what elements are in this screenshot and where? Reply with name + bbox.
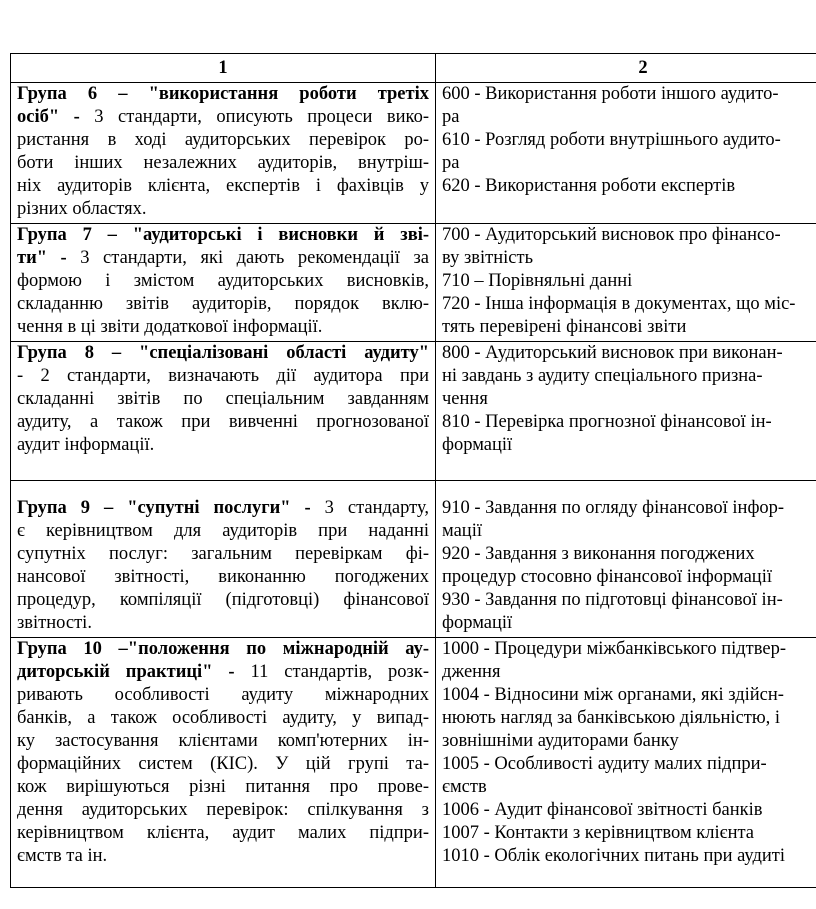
description-line bbox=[17, 365, 429, 388]
standard-line: дження bbox=[442, 662, 501, 682]
standard-line: 720 - Інша інформація в документах, що міс- bbox=[442, 294, 796, 314]
standard-line: мації bbox=[442, 521, 482, 541]
description-line bbox=[17, 106, 429, 129]
standard-line: 1004 - Відносини між органами, які здійсн- bbox=[442, 685, 784, 705]
description-line bbox=[17, 316, 429, 339]
description-text: - 2 стандарти, визначають дії аудитора при bbox=[17, 366, 429, 386]
description-text: звітності. bbox=[17, 613, 92, 633]
group-description-cell bbox=[11, 224, 436, 342]
description-line bbox=[17, 388, 429, 411]
standards-table-container bbox=[10, 53, 816, 888]
description-line bbox=[17, 730, 429, 753]
description-text: ривають особливості аудиту міжнародних bbox=[17, 685, 429, 705]
group-description-cell bbox=[11, 342, 436, 481]
description-text: складанню звітів аудиторів, порядок вклю- bbox=[17, 294, 429, 314]
description-text: формаційних систем (КІС). У цій групі та- bbox=[17, 754, 429, 774]
description-text: нансової звітності, виконанню погоджених bbox=[17, 567, 429, 587]
group-title-text: диторській практиці" - bbox=[17, 662, 235, 682]
standards-table bbox=[10, 53, 816, 888]
standard-line: 1005 - Особливості аудиту малих підпри- bbox=[442, 754, 767, 774]
description-line bbox=[17, 497, 429, 520]
description-line bbox=[17, 566, 429, 589]
description-text: керівництвом клієнта, аудит малих підпри- bbox=[17, 823, 429, 843]
description-line bbox=[17, 83, 429, 106]
description-line bbox=[17, 638, 429, 661]
description-line bbox=[17, 129, 429, 152]
description-line bbox=[17, 411, 429, 434]
description-text: є керівництвом для аудиторів при наданні bbox=[17, 521, 429, 541]
description-text: супутніх послуг: загальним перевіркам фі- bbox=[17, 544, 429, 564]
standard-line: 700 - Аудиторський висновок про фінансо- bbox=[442, 225, 781, 245]
description-line bbox=[17, 434, 429, 457]
description-line bbox=[17, 753, 429, 776]
description-text: ристання в ході аудиторських перевірок ро- bbox=[17, 130, 429, 150]
description-text: аудит інформації. bbox=[17, 435, 155, 455]
description-line bbox=[17, 270, 429, 293]
description-text: аудиту, а також при вивченні прогнозованої bbox=[17, 412, 429, 432]
standard-line: 600 - Використання роботи іншого аудито- bbox=[442, 84, 779, 104]
cell-spacer bbox=[17, 481, 429, 497]
description-line bbox=[17, 198, 429, 221]
description-line bbox=[17, 845, 429, 868]
description-text: дення аудиторських перевірок: спілкування з bbox=[17, 800, 429, 820]
standard-line: 910 - Завдання по огляду фінансової інфор- bbox=[442, 498, 785, 518]
standard-line: нюють нагляд за банківською діяльністю, і bbox=[442, 708, 781, 728]
description-line bbox=[17, 342, 429, 365]
description-text: різних областях. bbox=[17, 199, 147, 219]
header-row bbox=[11, 54, 816, 83]
description-line bbox=[17, 175, 429, 198]
description-text: складанні звітів по спеціальним завданням bbox=[17, 389, 429, 409]
standards-list-cell bbox=[436, 224, 816, 342]
description-text: ємств та ін. bbox=[17, 846, 108, 866]
description-line bbox=[17, 293, 429, 316]
standards-list-cell bbox=[436, 83, 816, 224]
standard-line: ємств bbox=[442, 777, 487, 797]
description-line bbox=[17, 799, 429, 822]
description-line bbox=[17, 822, 429, 845]
standard-line: 930 - Завдання по підготовці фінансової ін- bbox=[442, 590, 783, 610]
standard-line: ра bbox=[442, 153, 460, 173]
standard-line: 610 - Розгляд роботи внутрішнього аудито- bbox=[442, 130, 781, 150]
group-title-text: Група 6 – "використання роботи третіх bbox=[17, 84, 429, 104]
standard-line: ні завдань з аудиту спеціального призна- bbox=[442, 366, 763, 386]
standard-line: тять перевірені фінансові звіти bbox=[442, 317, 687, 337]
description-line bbox=[17, 776, 429, 799]
group-title-text: ти" - bbox=[17, 248, 67, 268]
description-text: банків, а також особливості аудиту, у випад- bbox=[17, 708, 429, 728]
group-title-text: осіб" - bbox=[17, 107, 80, 127]
group-description-cell bbox=[11, 481, 436, 638]
description-line bbox=[17, 152, 429, 175]
standard-line: 800 - Аудиторський висновок при виконан- bbox=[442, 343, 783, 363]
standard-line: формації bbox=[442, 613, 513, 633]
standards-list-cell bbox=[436, 481, 816, 638]
standard-line: 810 - Перевірка прогнозної фінансової ін- bbox=[442, 412, 772, 432]
description-line bbox=[17, 661, 429, 684]
standards-list-cell bbox=[436, 638, 816, 888]
standard-line: 710 – Порівняльні данні bbox=[442, 271, 633, 291]
standard-line: ву звітність bbox=[442, 248, 534, 268]
description-text: процедур, компіляції (підготовці) фінансової bbox=[17, 590, 429, 610]
description-line bbox=[17, 707, 429, 730]
standard-line: 1006 - Аудит фінансової звітності банків bbox=[442, 800, 763, 820]
standard-line: 1000 - Процедури міжбанківського підтвер- bbox=[442, 639, 786, 659]
standard-line: формації bbox=[442, 435, 513, 455]
table-body bbox=[11, 83, 816, 888]
group-title-text: Група 9 – "супутні послуги" - bbox=[17, 498, 311, 518]
description-line bbox=[17, 612, 429, 635]
table-row bbox=[11, 224, 816, 342]
description-text: формою і змістом аудиторських висновків, bbox=[17, 271, 429, 291]
standard-line: зовнішніми аудиторами банку bbox=[442, 731, 679, 751]
group-title-text: Група 7 – "аудиторські і висновки й зві- bbox=[17, 225, 429, 245]
standard-line: чення bbox=[442, 389, 488, 409]
table-row bbox=[11, 481, 816, 638]
standard-line: 1007 - Контакти з керівництвом клієнта bbox=[442, 823, 754, 843]
description-text: чення в ці звіти додаткової інформації. bbox=[17, 317, 323, 337]
description-text: ніх аудиторів клієнта, експертів і фахівців у bbox=[17, 176, 429, 196]
description-line bbox=[17, 520, 429, 543]
description-line bbox=[17, 247, 429, 270]
description-line bbox=[17, 224, 429, 247]
standard-line: 920 - Завдання з виконання погоджених bbox=[442, 544, 755, 564]
description-text: 3 стандарту, bbox=[310, 498, 429, 518]
group-description-cell bbox=[11, 638, 436, 888]
table-row bbox=[11, 638, 816, 888]
group-description-cell bbox=[11, 83, 436, 224]
description-line bbox=[17, 589, 429, 612]
group-title-text: Група 8 – "спеціалізовані області аудиту" bbox=[17, 343, 429, 363]
header-col-2: 2 bbox=[436, 54, 816, 83]
cell-spacer bbox=[442, 481, 816, 497]
description-text: 3 стандарти, які дають рекомендації за bbox=[66, 248, 429, 268]
description-line bbox=[17, 684, 429, 707]
standard-line: ра bbox=[442, 107, 460, 127]
table-row bbox=[11, 342, 816, 481]
standard-line: процедур стосовно фінансової інформації bbox=[442, 567, 772, 587]
description-line bbox=[17, 543, 429, 566]
standard-line: 1010 - Облік екологічних питань при аудиті bbox=[442, 846, 786, 866]
description-text: 3 стандарти, описують процеси вико- bbox=[79, 107, 429, 127]
description-text: ку застосування клієнтами комп'ютерних ін- bbox=[17, 731, 429, 751]
description-text: 11 стандартів, розк- bbox=[234, 662, 429, 682]
description-text: кож вирішуються різні питання про прове- bbox=[17, 777, 429, 797]
group-title-text: Група 10 –"положення по міжнародній ау- bbox=[17, 639, 429, 659]
table-row bbox=[11, 83, 816, 224]
standards-list-cell bbox=[436, 342, 816, 481]
header-col-1: 1 bbox=[11, 54, 436, 83]
standard-line: 620 - Використання роботи експертів bbox=[442, 176, 736, 196]
description-text: боти інших незалежних аудиторів, внутріш- bbox=[17, 153, 429, 173]
